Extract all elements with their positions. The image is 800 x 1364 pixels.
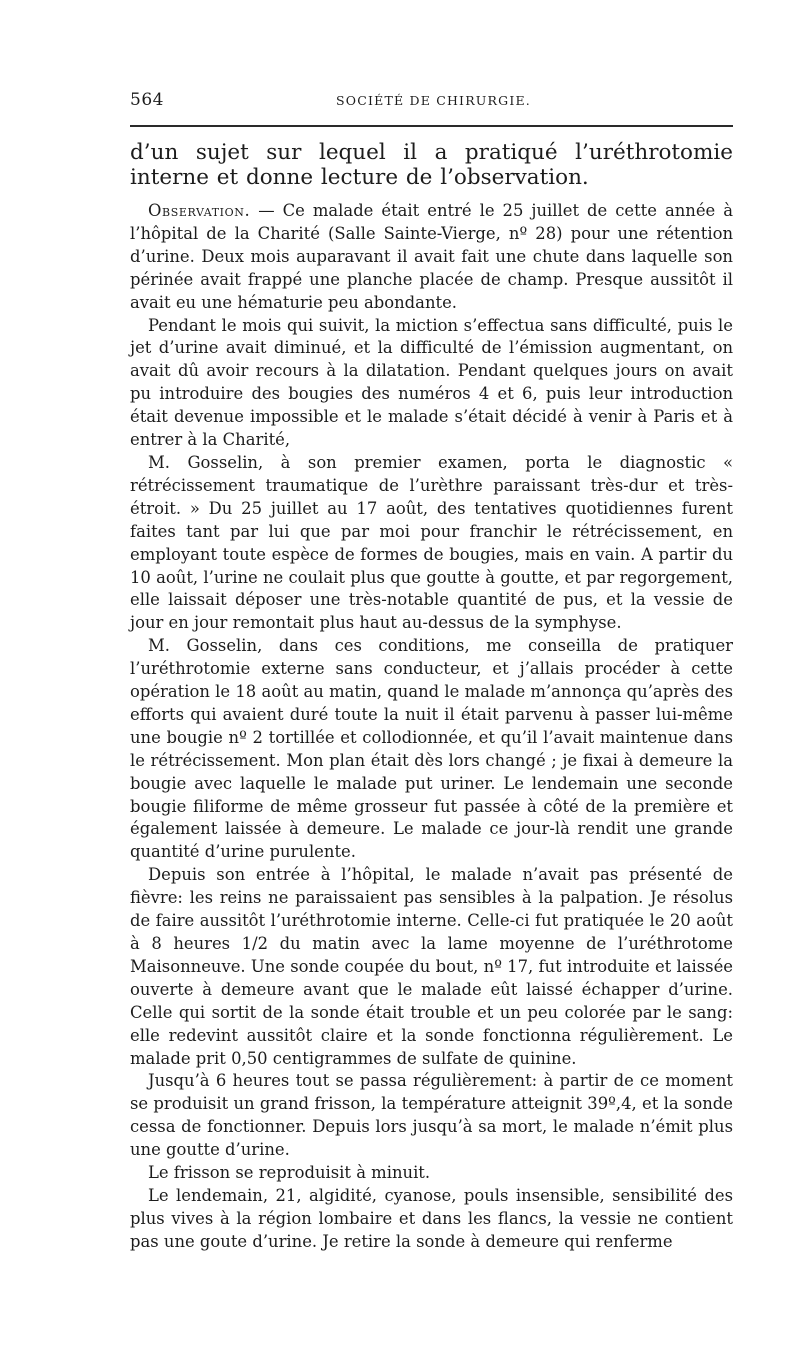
paragraph: Jusqu’à 6 heures tout se passa régulièrement: à partir de ce moment se produisit un grand frisson, la température atteignit 39º,4, et la sonde cessa de fonctionner. Depuis lors jusqu’à sa mort, le malade n’émit plus une goutte d’urine. (130, 1071, 733, 1160)
paragraph: Depuis son entrée à l’hôpital, le malade n’avait pas présenté de fièvre: les reins ne paraissaient pas sensibles à la palpation. Je résolus de faire aussitôt l’uréthrotomie interne. Celle-ci fut pratiquée le 20 août à 8 heures 1/2 du matin avec la lame moyenne de l’uréthrotome Maisonneuve. Une sonde coupée du bout, nº 17, fut introduite et laissée ouverte à demeure avant que le malade eût laissé échapper d’urine. Celle qui sortit de la sonde était trouble et un peu colorée par le sang: elle redevint aussitôt claire et la sonde fonctionna régulièrement. Le malade prit 0,50 centigrammes de sulfate de quinine. (130, 865, 733, 1068)
paragraph: Pendant le mois qui suivit, la miction s’effectua sans difficulté, puis le jet d’urine avait diminué, et la difficulté de l’émission augmentant, on avait dû avoir recours à la dilatation. Pendant quelques jours on avait pu introduire des bougies des numéros 4 et 6, puis leur introduction était devenue impossible et le malade s’était décidé à venir à Paris et à entrer à la Charité, (130, 315, 733, 450)
paragraph: M. Gosselin, à son premier examen, porta le diagnostic « rétrécissement traumatique de l’urèthre paraissant très-dur et très-étroit. » Du 25 juillet au 17 août, des tentatives quotidiennes furent faites tant par lui que par moi pour franchir le rétrécissement, en employant toute espèce de formes de bougies, mais en vain. A partir du 10 août, l’urine ne coulait plus que goutte à goutte, et par regorgement, elle laissait déposer une très-notable quantité de pus, et la vessie de jour en jour remontait plus haut au-dessus de la symphyse. (130, 452, 733, 633)
body-text (130, 140, 733, 1254)
observation-paragraph (130, 200, 733, 315)
paragraph: M. Gosselin, dans ces conditions, me conseilla de pratiquer l’uréthrotomie externe sans conducteur, et j’allais procéder à cette opération le 18 août au matin, quand le malade m’annonça qu’après des efforts qui avaient duré toute la nuit il était parvenu à passer lui-même une bougie nº 2 tortillée et collodionnée, et qu’il l’avait maintenue dans le rétrécissement. Mon plan était dès lors changé ; je fixai à demeure la bougie avec laquelle le malade put uriner. Le lendemain une seconde bougie filiforme de même grosseur fut passée à côté de la première et également laissée à demeure. Le malade ce jour-là rendit une grande quantité d’urine purulente. (130, 636, 733, 862)
header-rule (130, 125, 733, 127)
paragraph: Le frisson se reproduisit à minuit. (148, 1163, 431, 1183)
page-header (130, 90, 733, 114)
lead-paragraph: d’un sujet sur lequel il a pratiqué l’uréthrotomie interne et donne lecture de l’observation. (130, 140, 733, 190)
paragraph: Le lendemain, 21, algidité, cyanose, pouls insensible, sensibilité des plus vives à la région lombaire et dans les flancs, la vessie ne contient pas une goute d’urine. Je retire la sonde à demeure qui renferme (130, 1185, 733, 1251)
running-head: SOCIÉTÉ DE CHIRURGIE. (336, 93, 531, 108)
observation-label: Observation. (148, 201, 251, 220)
page-number: 564 (130, 90, 164, 110)
observation-text: — Ce malade était entré le 25 juillet de cette année à l’hôpital de la Charité (Salle Sainte-Vierge, nº 28) pour une rétention d’urine. Deux mois auparavant il avait fait une chute dans laquelle son périnée avait frappé une planche placée de champ. Presque aussitôt il avait eu une hématurie peu abondante. (130, 201, 733, 312)
